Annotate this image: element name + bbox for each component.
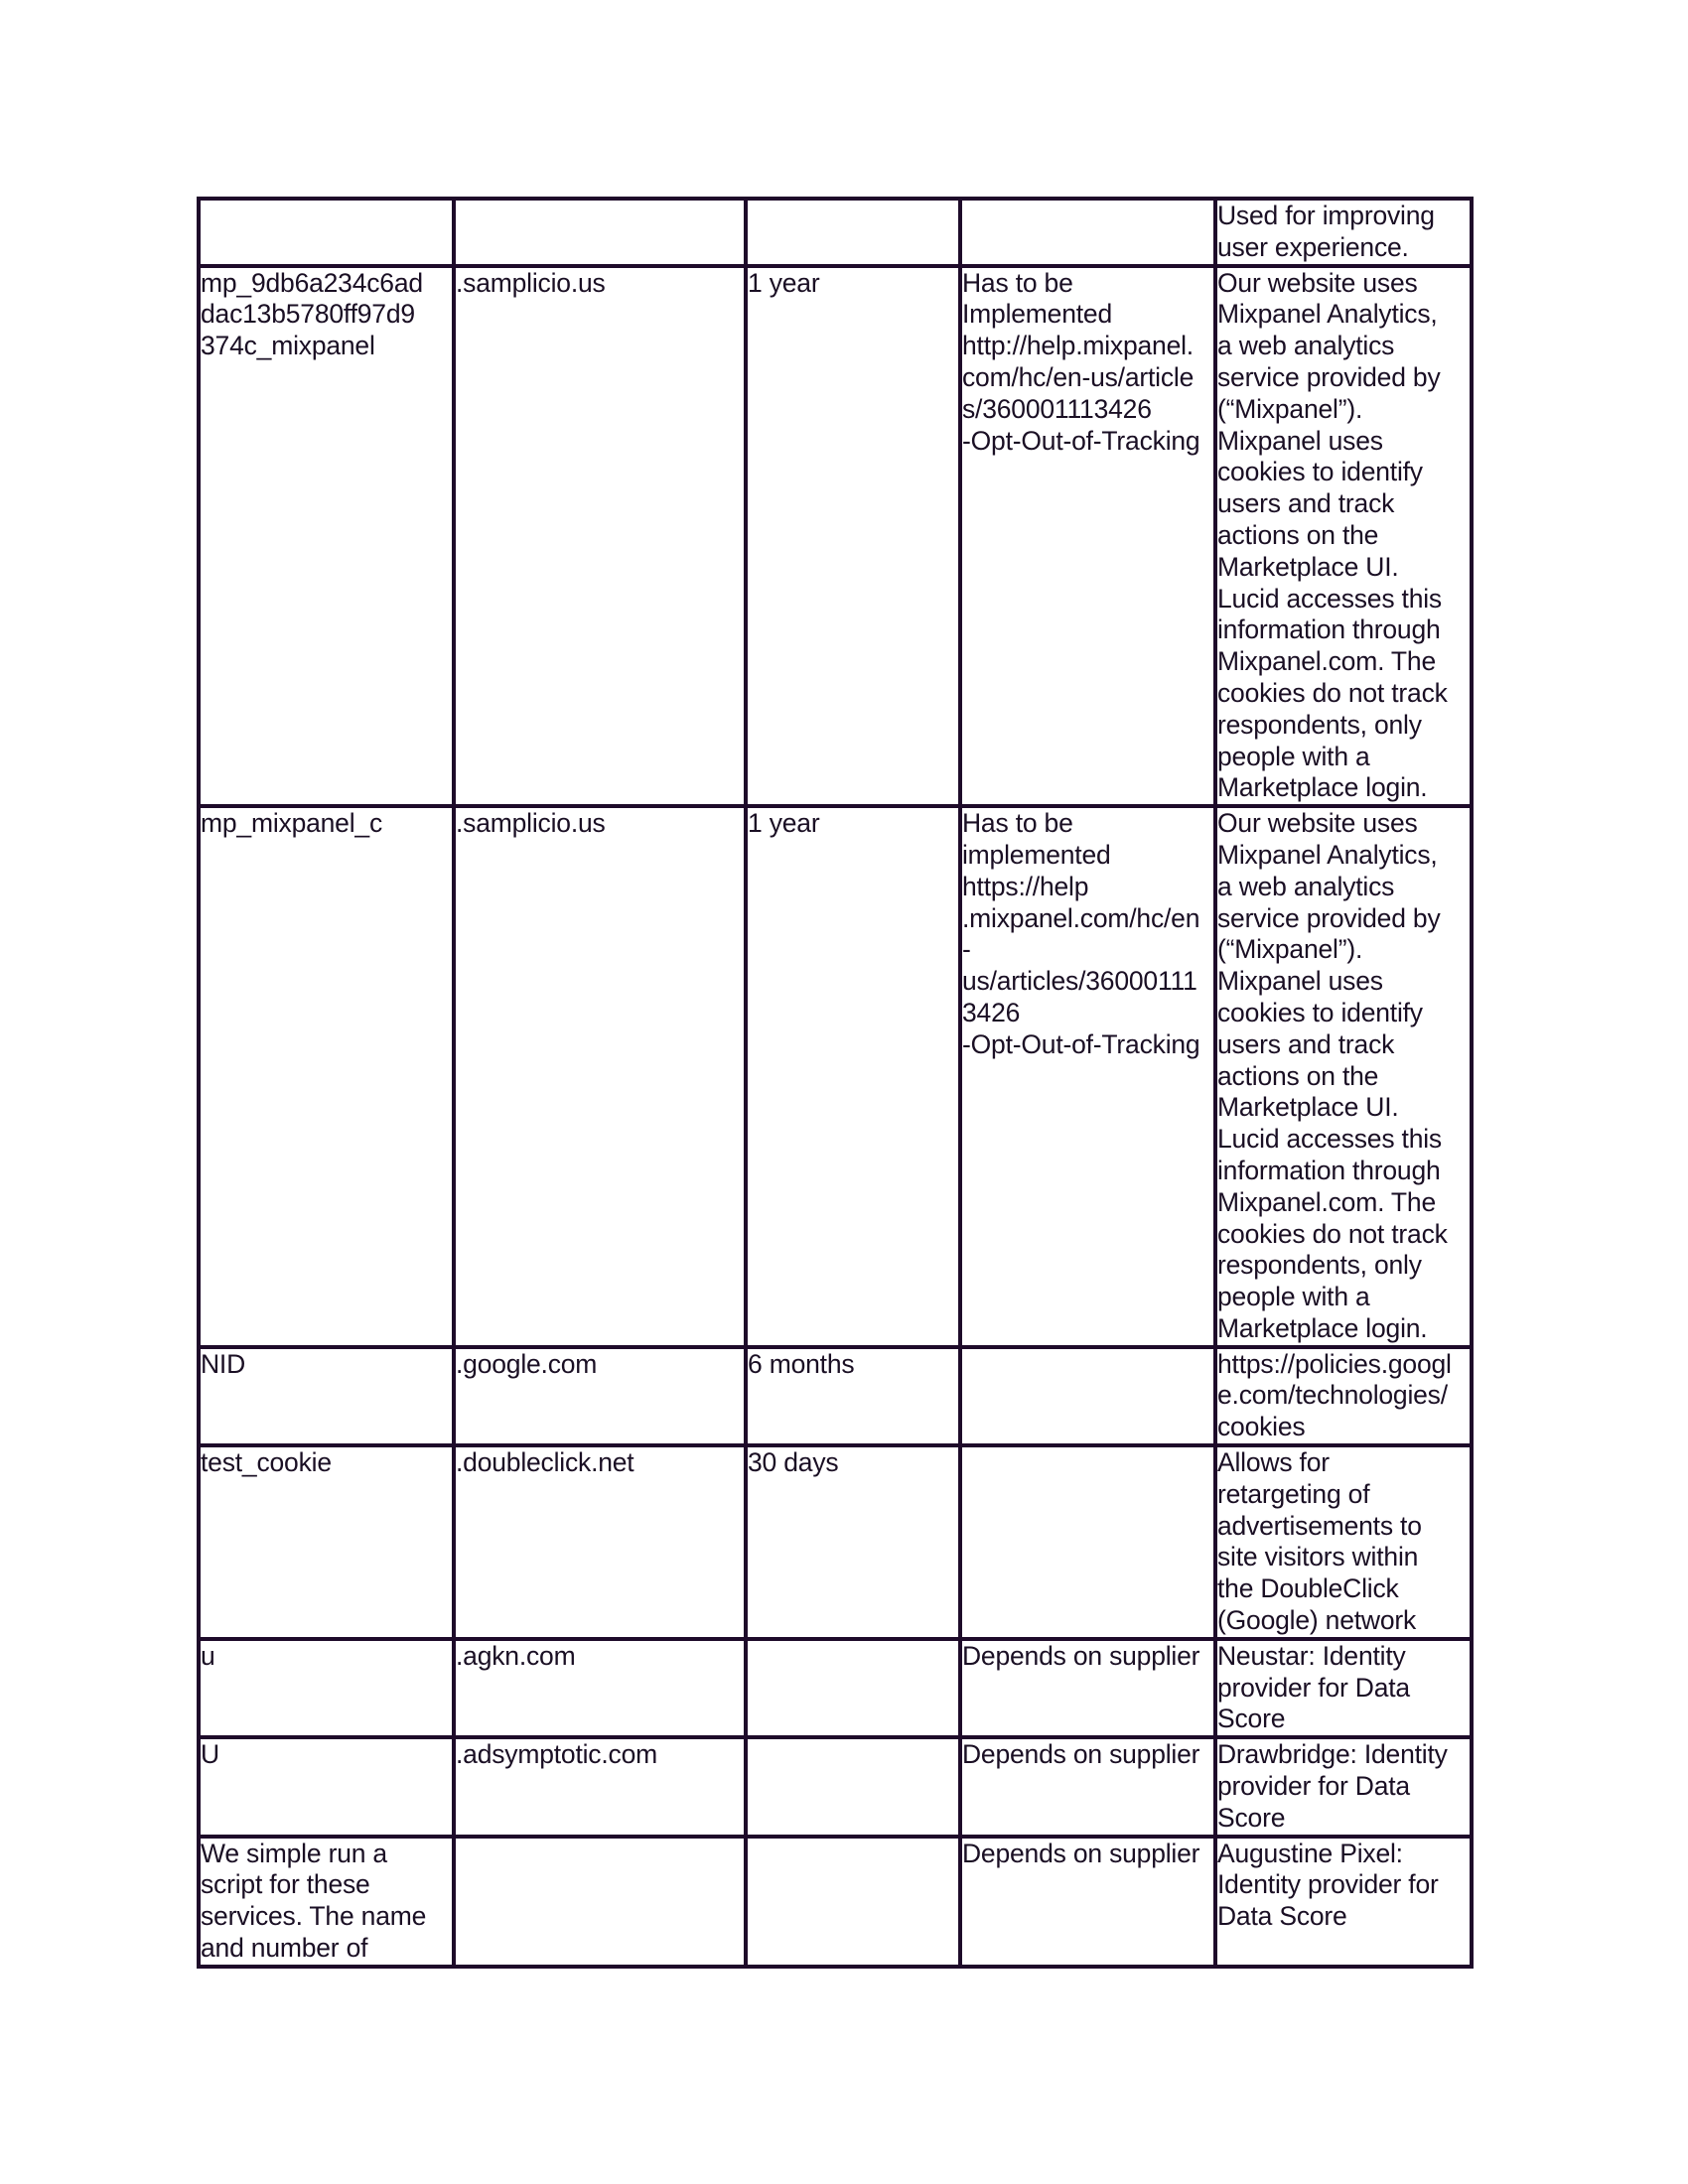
cookie-expiration-cell: 1 year xyxy=(746,806,960,1347)
cookie-expiration-cell: 30 days xyxy=(746,1445,960,1639)
cookie-domain-cell: .agkn.com xyxy=(454,1639,746,1737)
cookie-name-cell: mp_mixpanel_c xyxy=(199,806,454,1347)
cookie-description-cell: Used for improving user experience. xyxy=(1215,199,1472,266)
cookie-name-cell: We simple run a script for these services. The name and number of xyxy=(199,1837,454,1967)
cookie-name-cell: test_cookie xyxy=(199,1445,454,1639)
cookie-opt-out-cell: Has to be implemented https://help .mixpanel.com/hc/en - us/articles/36000111 3426 -Opt-Out-of-Tracking xyxy=(960,806,1215,1347)
cookie-opt-out-cell: Depends on supplier xyxy=(960,1837,1215,1967)
cookie-name-cell: NID xyxy=(199,1347,454,1445)
cookie-domain-cell: .samplicio.us xyxy=(454,806,746,1347)
cookie-description-cell: Our website uses Mixpanel Analytics, a web analytics service provided by (“Mixpanel”). Mixpanel uses cookies to identify users and track actions on the Marketplace UI. Lucid accesses this information through Mixpanel.com. The cookies do not track respondents, only people with a Marketplace login. xyxy=(1215,806,1472,1347)
cookie-name-cell: U xyxy=(199,1737,454,1836)
cookie-domain-cell: .samplicio.us xyxy=(454,266,746,807)
table-row xyxy=(199,1737,1472,1836)
cookie-domain-cell xyxy=(454,199,746,266)
cookie-description-cell: Augustine Pixel: Identity provider for Data Score xyxy=(1215,1837,1472,1967)
table-row xyxy=(199,1639,1472,1737)
cookie-table xyxy=(197,197,1474,1969)
cookie-domain-cell: .google.com xyxy=(454,1347,746,1445)
table-row xyxy=(199,806,1472,1347)
cookie-opt-out-cell xyxy=(960,1445,1215,1639)
cookie-name-cell: u xyxy=(199,1639,454,1737)
cookie-expiration-cell: 1 year xyxy=(746,266,960,807)
cookie-name-cell xyxy=(199,199,454,266)
cookie-expiration-cell xyxy=(746,1639,960,1737)
cookie-expiration-cell: 6 months xyxy=(746,1347,960,1445)
cookie-expiration-cell xyxy=(746,1837,960,1967)
table-row xyxy=(199,1837,1472,1967)
cookie-opt-out-cell xyxy=(960,1347,1215,1445)
cookie-description-cell: Our website uses Mixpanel Analytics, a web analytics service provided by (“Mixpanel”). Mixpanel uses cookies to identify users and track actions on the Marketplace UI. Lucid accesses this information through Mixpanel.com. The cookies do not track respondents, only people with a Marketplace login. xyxy=(1215,266,1472,807)
cookie-description-cell: Neustar: Identity provider for Data Score xyxy=(1215,1639,1472,1737)
cookie-description-cell: Drawbridge: Identity provider for Data Score xyxy=(1215,1737,1472,1836)
table-row xyxy=(199,1445,1472,1639)
cookie-opt-out-cell xyxy=(960,199,1215,266)
table-row xyxy=(199,199,1472,266)
cookie-opt-out-cell: Has to be Implemented http://help.mixpanel. com/hc/en-us/article s/360001113426 -Opt-Out-of-Tracking xyxy=(960,266,1215,807)
cookie-description-cell: Allows for retargeting of advertisements to site visitors within the DoubleClick (Google) network xyxy=(1215,1445,1472,1639)
cookie-opt-out-cell: Depends on supplier xyxy=(960,1737,1215,1836)
cookie-expiration-cell xyxy=(746,1737,960,1836)
cookie-opt-out-cell: Depends on supplier xyxy=(960,1639,1215,1737)
cookie-domain-cell xyxy=(454,1837,746,1967)
cookie-domain-cell: .doubleclick.net xyxy=(454,1445,746,1639)
cookie-description-cell: https://policies.googl e.com/technologies/ cookies xyxy=(1215,1347,1472,1445)
cookie-expiration-cell xyxy=(746,199,960,266)
cookie-domain-cell: .adsymptotic.com xyxy=(454,1737,746,1836)
table-row xyxy=(199,266,1472,807)
cookie-name-cell: mp_9db6a234c6ad dac13b5780ff97d9 374c_mixpanel xyxy=(199,266,454,807)
table-row xyxy=(199,1347,1472,1445)
